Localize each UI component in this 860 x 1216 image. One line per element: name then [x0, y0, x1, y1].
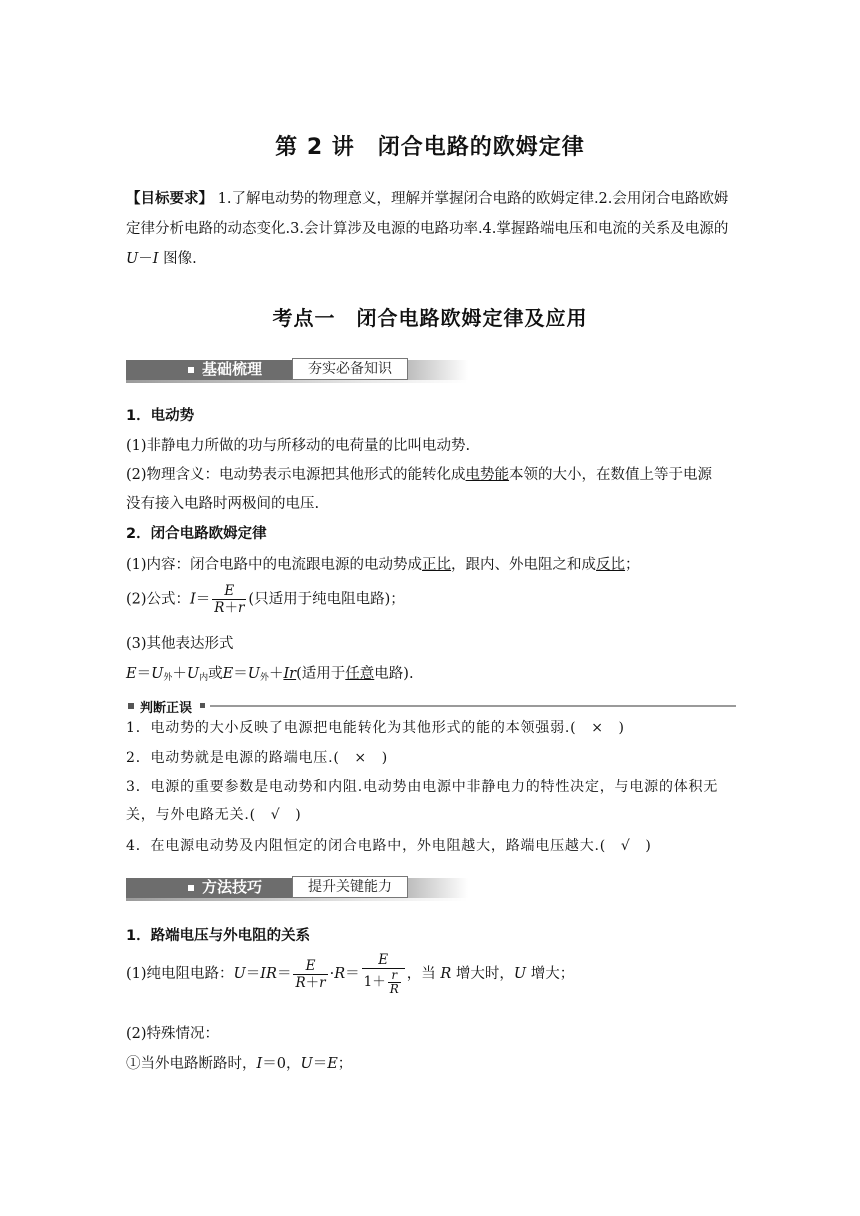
square-icon — [128, 703, 134, 709]
banner-methods — [126, 876, 468, 904]
section-title: 考点一 闭合电路欧姆定律及应用 — [272, 306, 588, 330]
judge-header — [126, 698, 736, 714]
basics-p6: $E=U_外+U_内$或$E=U_外+Ir$(适用于任意电路). — [126, 666, 414, 683]
judge-item: 1．电动势的大小反映了电源把电能转化为其他形式的能的本领强弱.( × ) — [126, 720, 625, 736]
basics-p2: (2)物理含义：电动势表示电源把其他形式的能转化成电势能本领的大小，在数值上等于电源 — [126, 467, 713, 483]
basics-formula-line: (2)公式：I＝ $\frac{E}{R+r}$ (只适用于纯电阻电路)； — [126, 583, 405, 616]
methods-p3: ①当外电路断路时，I＝0，U＝E； — [126, 1056, 353, 1072]
judge-label: 判断正误 — [140, 701, 193, 716]
basics-heading-1: 1．电动势 — [126, 408, 195, 424]
methods-p2: (2)特殊情况： — [126, 1026, 220, 1042]
judge-item: 4．在电源电动势及内阻恒定的闭合电路中，外电阻越大，路端电压越大.( √ ) — [126, 838, 652, 854]
banner-basics — [126, 358, 468, 386]
methods-formula-line: (1)纯电阻电路：U＝IR＝ $\frac{E}{R+r}$ ·R＝ E 1＋ $\frac{r}{R}$ ，当 R 增大时，U 增大； — [126, 952, 575, 996]
basics-p2-cont: 没有接入电路时两极间的电压. — [126, 496, 320, 512]
answer-underline: 任意 — [345, 666, 375, 682]
square-icon — [188, 367, 194, 373]
judge-item: 2．电动势就是电源的路端电压.( × ) — [126, 750, 389, 766]
basics-heading-2: 2．闭合电路欧姆定律 — [126, 526, 267, 542]
formula-fraction: $\frac{E}{R+r}$ — [214, 583, 245, 616]
answer-underline: 正比 — [422, 557, 452, 573]
goal-text: 1.了解电动势的物理意义，理解并掌握闭合电路的欧姆定律.2.会用闭合电路欧姆定律分析电路的动态变化.3.会计算涉及电源的电路功率.4.掌握路端电压和电流的关系及电源的 — [126, 191, 729, 237]
page-title: 第 2 讲 闭合电路的欧姆定律 — [275, 135, 585, 160]
banner-methods-box: 提升关键能力 — [292, 876, 408, 898]
answer-underline: 电势能 — [465, 467, 510, 483]
square-icon — [188, 885, 194, 891]
basics-p3: (1)内容：闭合电路中的电流跟电源的电动势成正比，跟内、外电阻之和成反比； — [126, 557, 640, 573]
banner-basics-box: 夯实必备知识 — [292, 358, 408, 380]
goal-label: 【目标要求】 — [126, 191, 213, 207]
formula-fraction: E 1＋ $\frac{r}{R}$ — [362, 952, 405, 996]
banner-methods-label: 方法技巧 — [202, 878, 263, 896]
methods-heading-1: 1．路端电压与外电阻的关系 — [126, 928, 311, 944]
basics-p1: (1)非静电力所做的功与所移动的电荷量的比叫电动势. — [126, 438, 471, 454]
divider — [210, 705, 736, 707]
goal-requirements: 【目标要求】 1.了解电动势的物理意义，理解并掌握闭合电路的欧姆定律.2.会用闭合电路欧姆定律分析电路的动态变化.3.会计算涉及电源的电路功率.4.掌握路端电压和电流的关系及电源的 U－I 图像. — [126, 191, 729, 267]
formula-fraction: $\frac{E}{R+r}$ — [295, 957, 326, 991]
answer-underline: 反比 — [596, 557, 626, 573]
goal-tail: 图像. — [158, 251, 197, 267]
banner-basics-label: 基础梳理 — [202, 360, 263, 378]
judge-item: 3．电源的重要参数是电动势和内阻.电动势由电源中非静电力的特性决定，与电源的体积无关，与外电路无关.( √ ) — [126, 779, 719, 823]
basics-p5: (3)其他表达形式 — [126, 636, 234, 652]
